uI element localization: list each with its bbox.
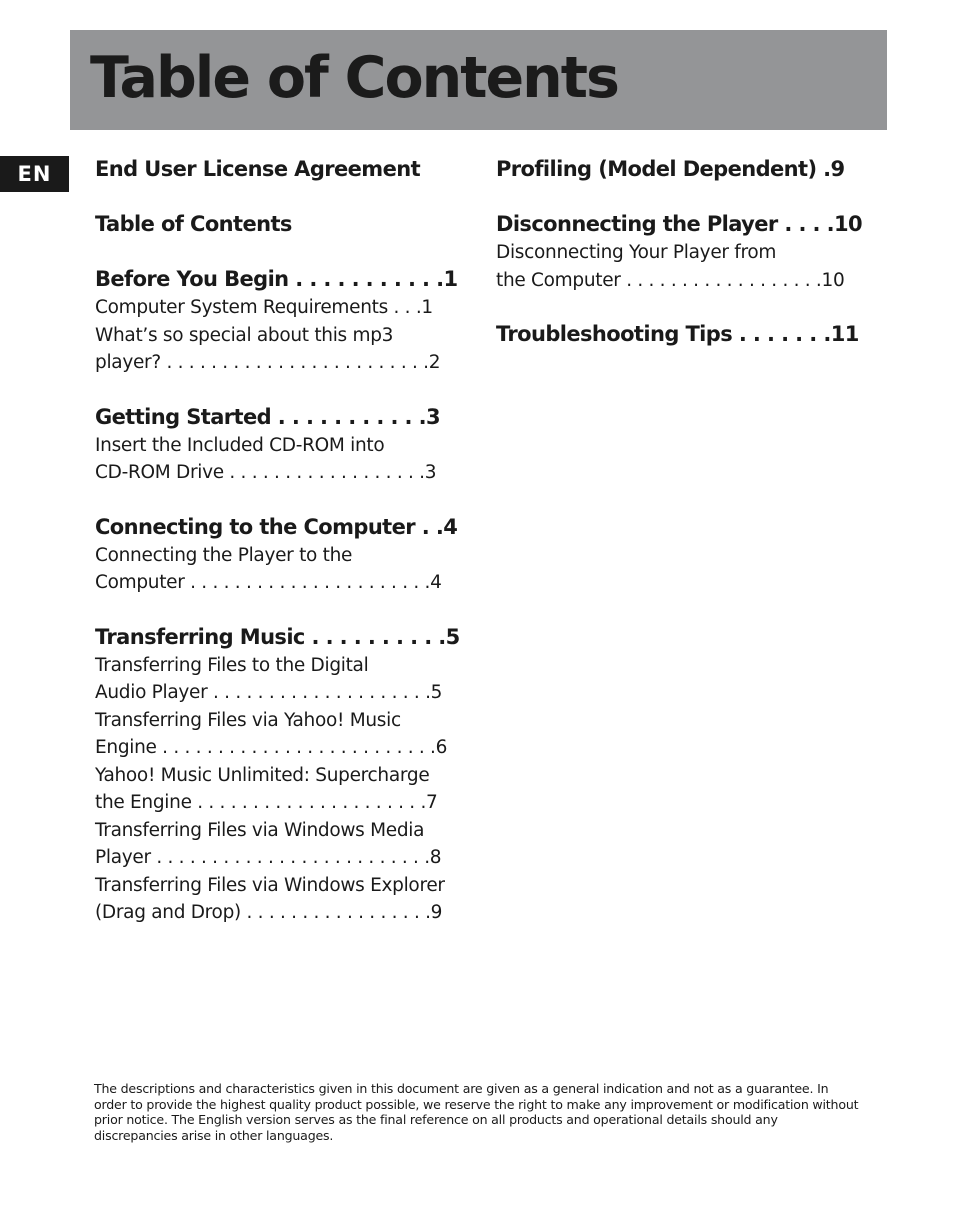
toc-section xyxy=(95,154,455,184)
toc-entry[interactable]: Player . . . . . . . . . . . . . . . . . . . . . . . . .8 xyxy=(95,847,442,868)
toc-entry[interactable]: What’s so special about this mp3 xyxy=(95,324,394,346)
toc-right-column xyxy=(496,154,863,349)
toc-entry[interactable]: Engine . . . . . . . . . . . . . . . . . . . . . . . . .6 xyxy=(95,737,448,758)
toc-heading[interactable]: Connecting to the Computer . .4 xyxy=(95,514,458,539)
toc-section xyxy=(95,264,458,377)
toc-entry[interactable]: player? . . . . . . . . . . . . . . . . . . . . . . . .2 xyxy=(95,352,441,373)
toc-heading[interactable]: Profiling (Model Dependent) .9 xyxy=(496,157,845,181)
toc-heading[interactable]: Transferring Music . . . . . . . . . .5 xyxy=(95,624,460,649)
toc-section xyxy=(496,154,845,184)
toc-left-column xyxy=(95,154,460,927)
toc-section xyxy=(95,402,455,487)
toc-heading[interactable]: Getting Started . . . . . . . . . . .3 xyxy=(95,404,441,429)
toc-entry[interactable]: the Engine . . . . . . . . . . . . . . . . . . . . .7 xyxy=(95,792,438,813)
toc-entry[interactable]: Transferring Files via Yahoo! Music xyxy=(95,709,401,731)
toc-entry[interactable]: Connecting the Player to the xyxy=(95,544,353,566)
toc-entry[interactable]: Transferring Files via Windows Media xyxy=(95,819,425,841)
toc-heading[interactable]: Troubleshooting Tips . . . . . . .11 xyxy=(496,322,859,346)
page-title: Table of Contents xyxy=(90,45,618,111)
toc-section xyxy=(95,622,460,927)
language-tab: EN xyxy=(0,156,69,192)
toc-entry[interactable]: Insert the Included CD-ROM into xyxy=(95,434,385,456)
toc-entry[interactable]: Yahoo! Music Unlimited: Supercharge xyxy=(95,764,430,786)
toc-entry[interactable]: Transferring Files via Windows Explorer xyxy=(95,874,445,896)
toc-entry[interactable]: Computer . . . . . . . . . . . . . . . . . . . . . .4 xyxy=(95,572,442,593)
toc-section xyxy=(95,209,455,239)
toc-entry[interactable]: Transferring Files to the Digital xyxy=(95,654,369,676)
toc-entry[interactable]: CD-ROM Drive . . . . . . . . . . . . . . . . . .3 xyxy=(95,462,437,483)
disclaimer-text: The descriptions and characteristics given in this document are given as a general indication and not as a guarantee. In order to provide the highest quality product possible, we reserve the right to make any improvement or modification without prior notice. The English version serves as the final reference on all products and operational details should any discrepancies arise in other languages. xyxy=(94,1081,859,1143)
toc-entry[interactable]: Audio Player . . . . . . . . . . . . . . . . . . . .5 xyxy=(95,682,443,703)
toc-section xyxy=(496,209,863,294)
title-banner xyxy=(70,30,887,130)
toc-heading[interactable]: Table of Contents xyxy=(95,212,292,236)
toc-entry[interactable]: Disconnecting Your Player from xyxy=(496,242,777,263)
toc-section xyxy=(95,512,458,597)
toc-section xyxy=(496,319,859,349)
toc-entry[interactable]: (Drag and Drop) . . . . . . . . . . . . . . . . .9 xyxy=(95,902,443,923)
toc-heading[interactable]: End User License Agreement xyxy=(95,157,421,181)
toc-heading[interactable]: Before You Begin . . . . . . . . . . .1 xyxy=(95,267,458,291)
toc-entry[interactable]: the Computer . . . . . . . . . . . . . . . . . .10 xyxy=(496,269,845,291)
toc-entry[interactable]: Computer System Requirements . . .1 xyxy=(95,297,433,318)
toc-heading[interactable]: Disconnecting the Player . . . .10 xyxy=(496,212,863,236)
